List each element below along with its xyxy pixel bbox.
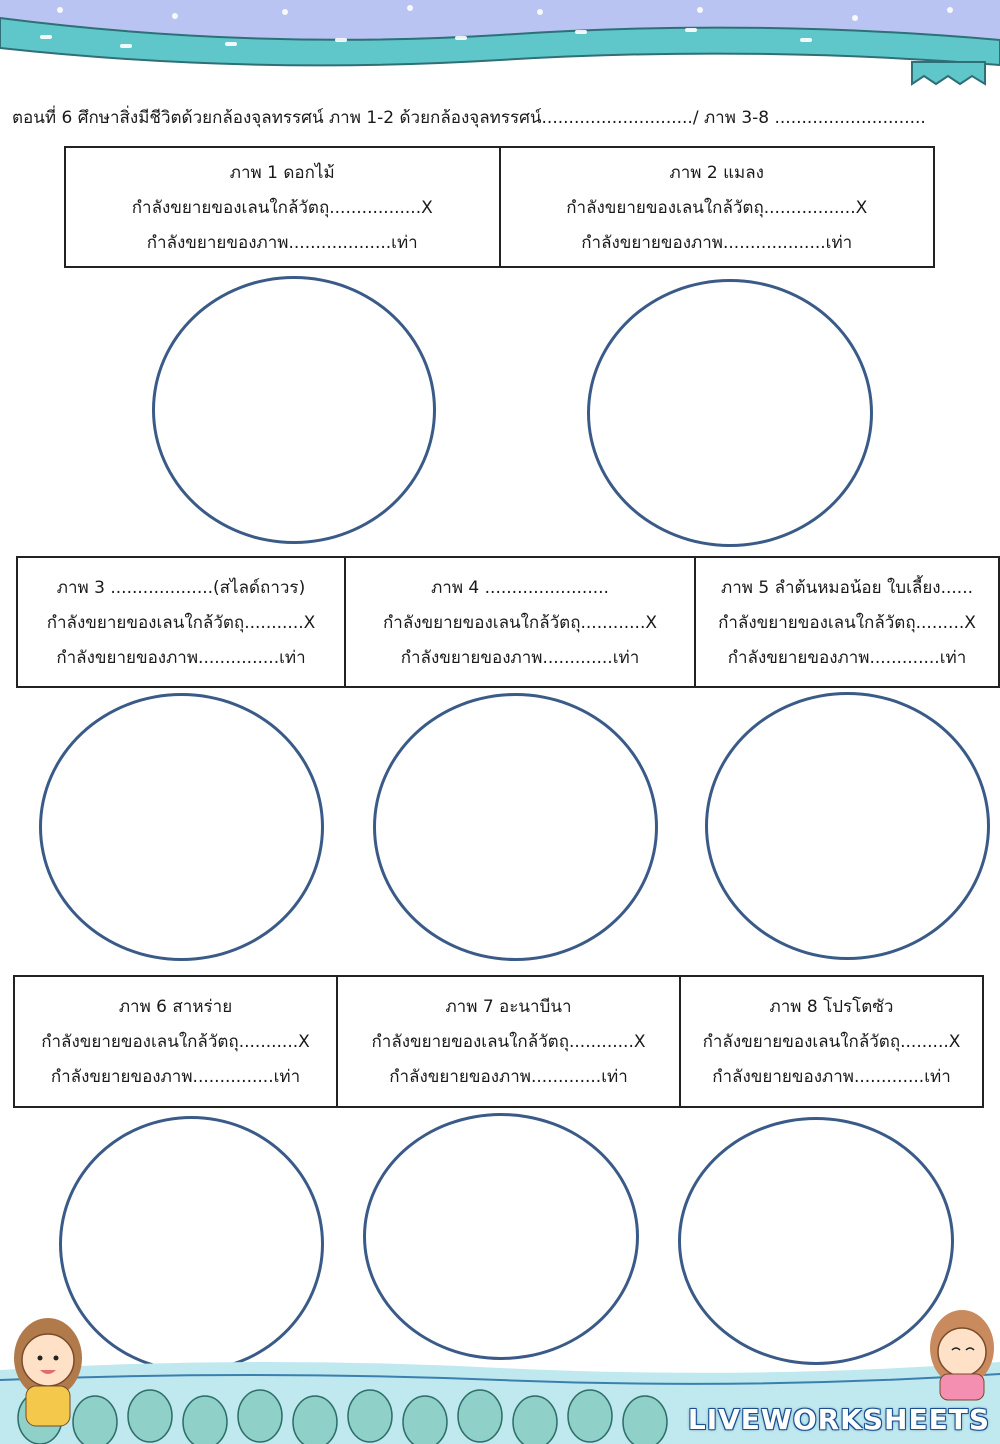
- objective-lens-power-field[interactable]: กำลังขยายของเลนใกล้วัตถุ...........X: [46, 612, 316, 633]
- total-magnification-field[interactable]: กำลังขยายของภาพ.............เท่า: [727, 647, 967, 668]
- label-cell-1: [66, 148, 501, 266]
- picture-title: ภาพ 6 สาหร่าย: [118, 997, 233, 1017]
- drawing-circle-2[interactable]: [587, 279, 873, 547]
- total-magnification-field[interactable]: กำลังขยายของภาพ...............เท่า: [56, 647, 306, 668]
- picture-title: ภาพ 8 โปรโตซัว: [769, 997, 894, 1017]
- total-magnification-field[interactable]: กำลังขยายของภาพ...................เท่า: [581, 232, 853, 253]
- drawing-circle-1[interactable]: [152, 276, 436, 544]
- objective-lens-power-field[interactable]: กำลังขยายของเลนใกล้วัตถุ.........X: [718, 612, 976, 633]
- picture-title: ภาพ 7 อะนาบีนา: [445, 997, 572, 1017]
- total-magnification-field[interactable]: กำลังขยายของภาพ.............เท่า: [389, 1067, 628, 1087]
- total-magnification-field[interactable]: กำลังขยายของภาพ...............เท่า: [50, 1067, 301, 1087]
- label-table-row-2: [16, 556, 1000, 688]
- objective-lens-power-field[interactable]: กำลังขยายของเลนใกล้วัตถุ.................X: [566, 197, 868, 218]
- label-cell-4: [346, 558, 696, 686]
- objective-lens-power-field[interactable]: กำลังขยายของเลนใกล้วัตถุ.........X: [702, 1032, 961, 1052]
- label-cell-5: [696, 558, 998, 686]
- objective-lens-power-field[interactable]: กำลังขยายของเลนใกล้วัตถุ............X: [371, 1032, 646, 1052]
- objective-lens-power-field[interactable]: กำลังขยายของเลนใกล้วัตถุ...........X: [41, 1032, 310, 1052]
- liveworksheets-logo: LIVEWORKSHEETS: [687, 1403, 990, 1436]
- girl-illustration-right-icon: [930, 1310, 994, 1400]
- picture-title: ภาพ 4 .......................: [431, 577, 609, 598]
- label-cell-2: [501, 148, 934, 266]
- header-banner-decoration: [0, 0, 1000, 90]
- total-magnification-field[interactable]: กำลังขยายของภาพ...................เท่า: [146, 232, 418, 253]
- label-cell-6: [15, 977, 338, 1106]
- label-table-row-3: [13, 975, 984, 1108]
- drawing-circle-5[interactable]: [705, 692, 990, 960]
- objective-lens-power-field[interactable]: กำลังขยายของเลนใกล้วัตถุ............X: [382, 612, 657, 633]
- drawing-circle-4[interactable]: [373, 693, 658, 961]
- drawing-circle-3[interactable]: [39, 693, 324, 961]
- label-table-row-1: [64, 146, 935, 268]
- picture-title: ภาพ 2 แมลง: [669, 162, 764, 183]
- picture-title: ภาพ 1 ดอกไม้: [229, 162, 335, 183]
- objective-lens-power-field[interactable]: กำลังขยายของเลนใกล้วัตถุ.................X: [131, 197, 433, 218]
- label-cell-8: [681, 977, 982, 1106]
- total-magnification-field[interactable]: กำลังขยายของภาพ.............เท่า: [712, 1067, 951, 1087]
- picture-title: ภาพ 5 ลำต้นหมอน้อย ใบเลี้ยง......: [720, 577, 974, 598]
- label-cell-3: [18, 558, 346, 686]
- label-cell-7: [338, 977, 681, 1106]
- total-magnification-field[interactable]: กำลังขยายของภาพ.............เท่า: [400, 647, 640, 668]
- picture-title: ภาพ 3 ...................(สไลด์ถาวร): [56, 577, 306, 598]
- section-heading: ตอนที่ 6 ศึกษาสิ่งมีชีวิตด้วยกล้องจุลทรรศน์ ภาพ 1-2 ด้วยกล้องจุลทรรศน์............................/ ภาพ 3-8 ............................: [12, 108, 926, 128]
